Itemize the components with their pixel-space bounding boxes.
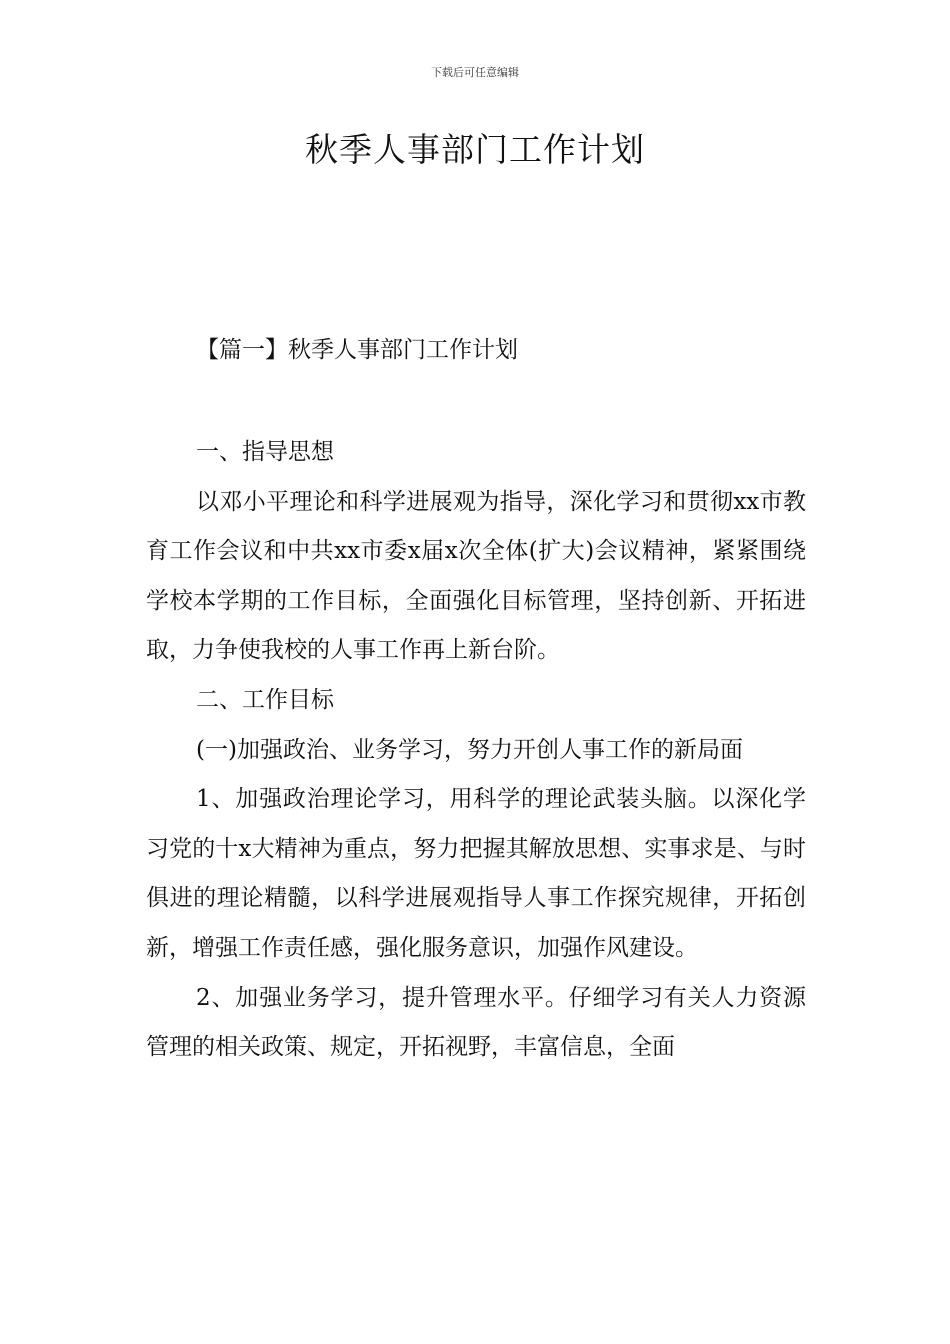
section-title: 【篇一】秋季人事部门工作计划: [196, 337, 518, 363]
subheading-strengthen-study: (一)加强政治、业务学习，努力开创人事工作的新局面: [196, 736, 743, 763]
paragraph-guiding-ideology: 以邓小平理论和科学进展观为指导，深化学习和贯彻xx市教育工作会议和中共xx市委x届x次全体(扩大)会议精神，紧紧围绕学校本学期的工作目标，全面强化目标管理，坚持创新、开拓进取，力争使我校的人事工作再上新台阶。: [146, 488, 806, 664]
body-text: [146, 428, 806, 1073]
document-title: 秋季人事部门工作计划: [305, 130, 645, 169]
header-note: 下载后可任意编辑: [431, 66, 519, 79]
paragraph-political-study: 1、加强政治理论学习，用科学的理论武装头脑。以深化学习党的十x大精神为重点，努力把握其解放思想、实事求是、与时俱进的理论精髓，以科学进展观指导人事工作探究规律，开拓创新，增强工作责任感，强化服务意识，加强作风建设。: [146, 786, 806, 961]
heading-work-goals: 二、工作目标: [196, 686, 334, 713]
heading-guiding-ideology: 一、指导思想: [196, 439, 334, 465]
paragraph-business-study: 2、加强业务学习，提升管理水平。仔细学习有关人力资源管理的相关政策、规定，开拓视野，丰富信息，全面: [146, 984, 806, 1061]
